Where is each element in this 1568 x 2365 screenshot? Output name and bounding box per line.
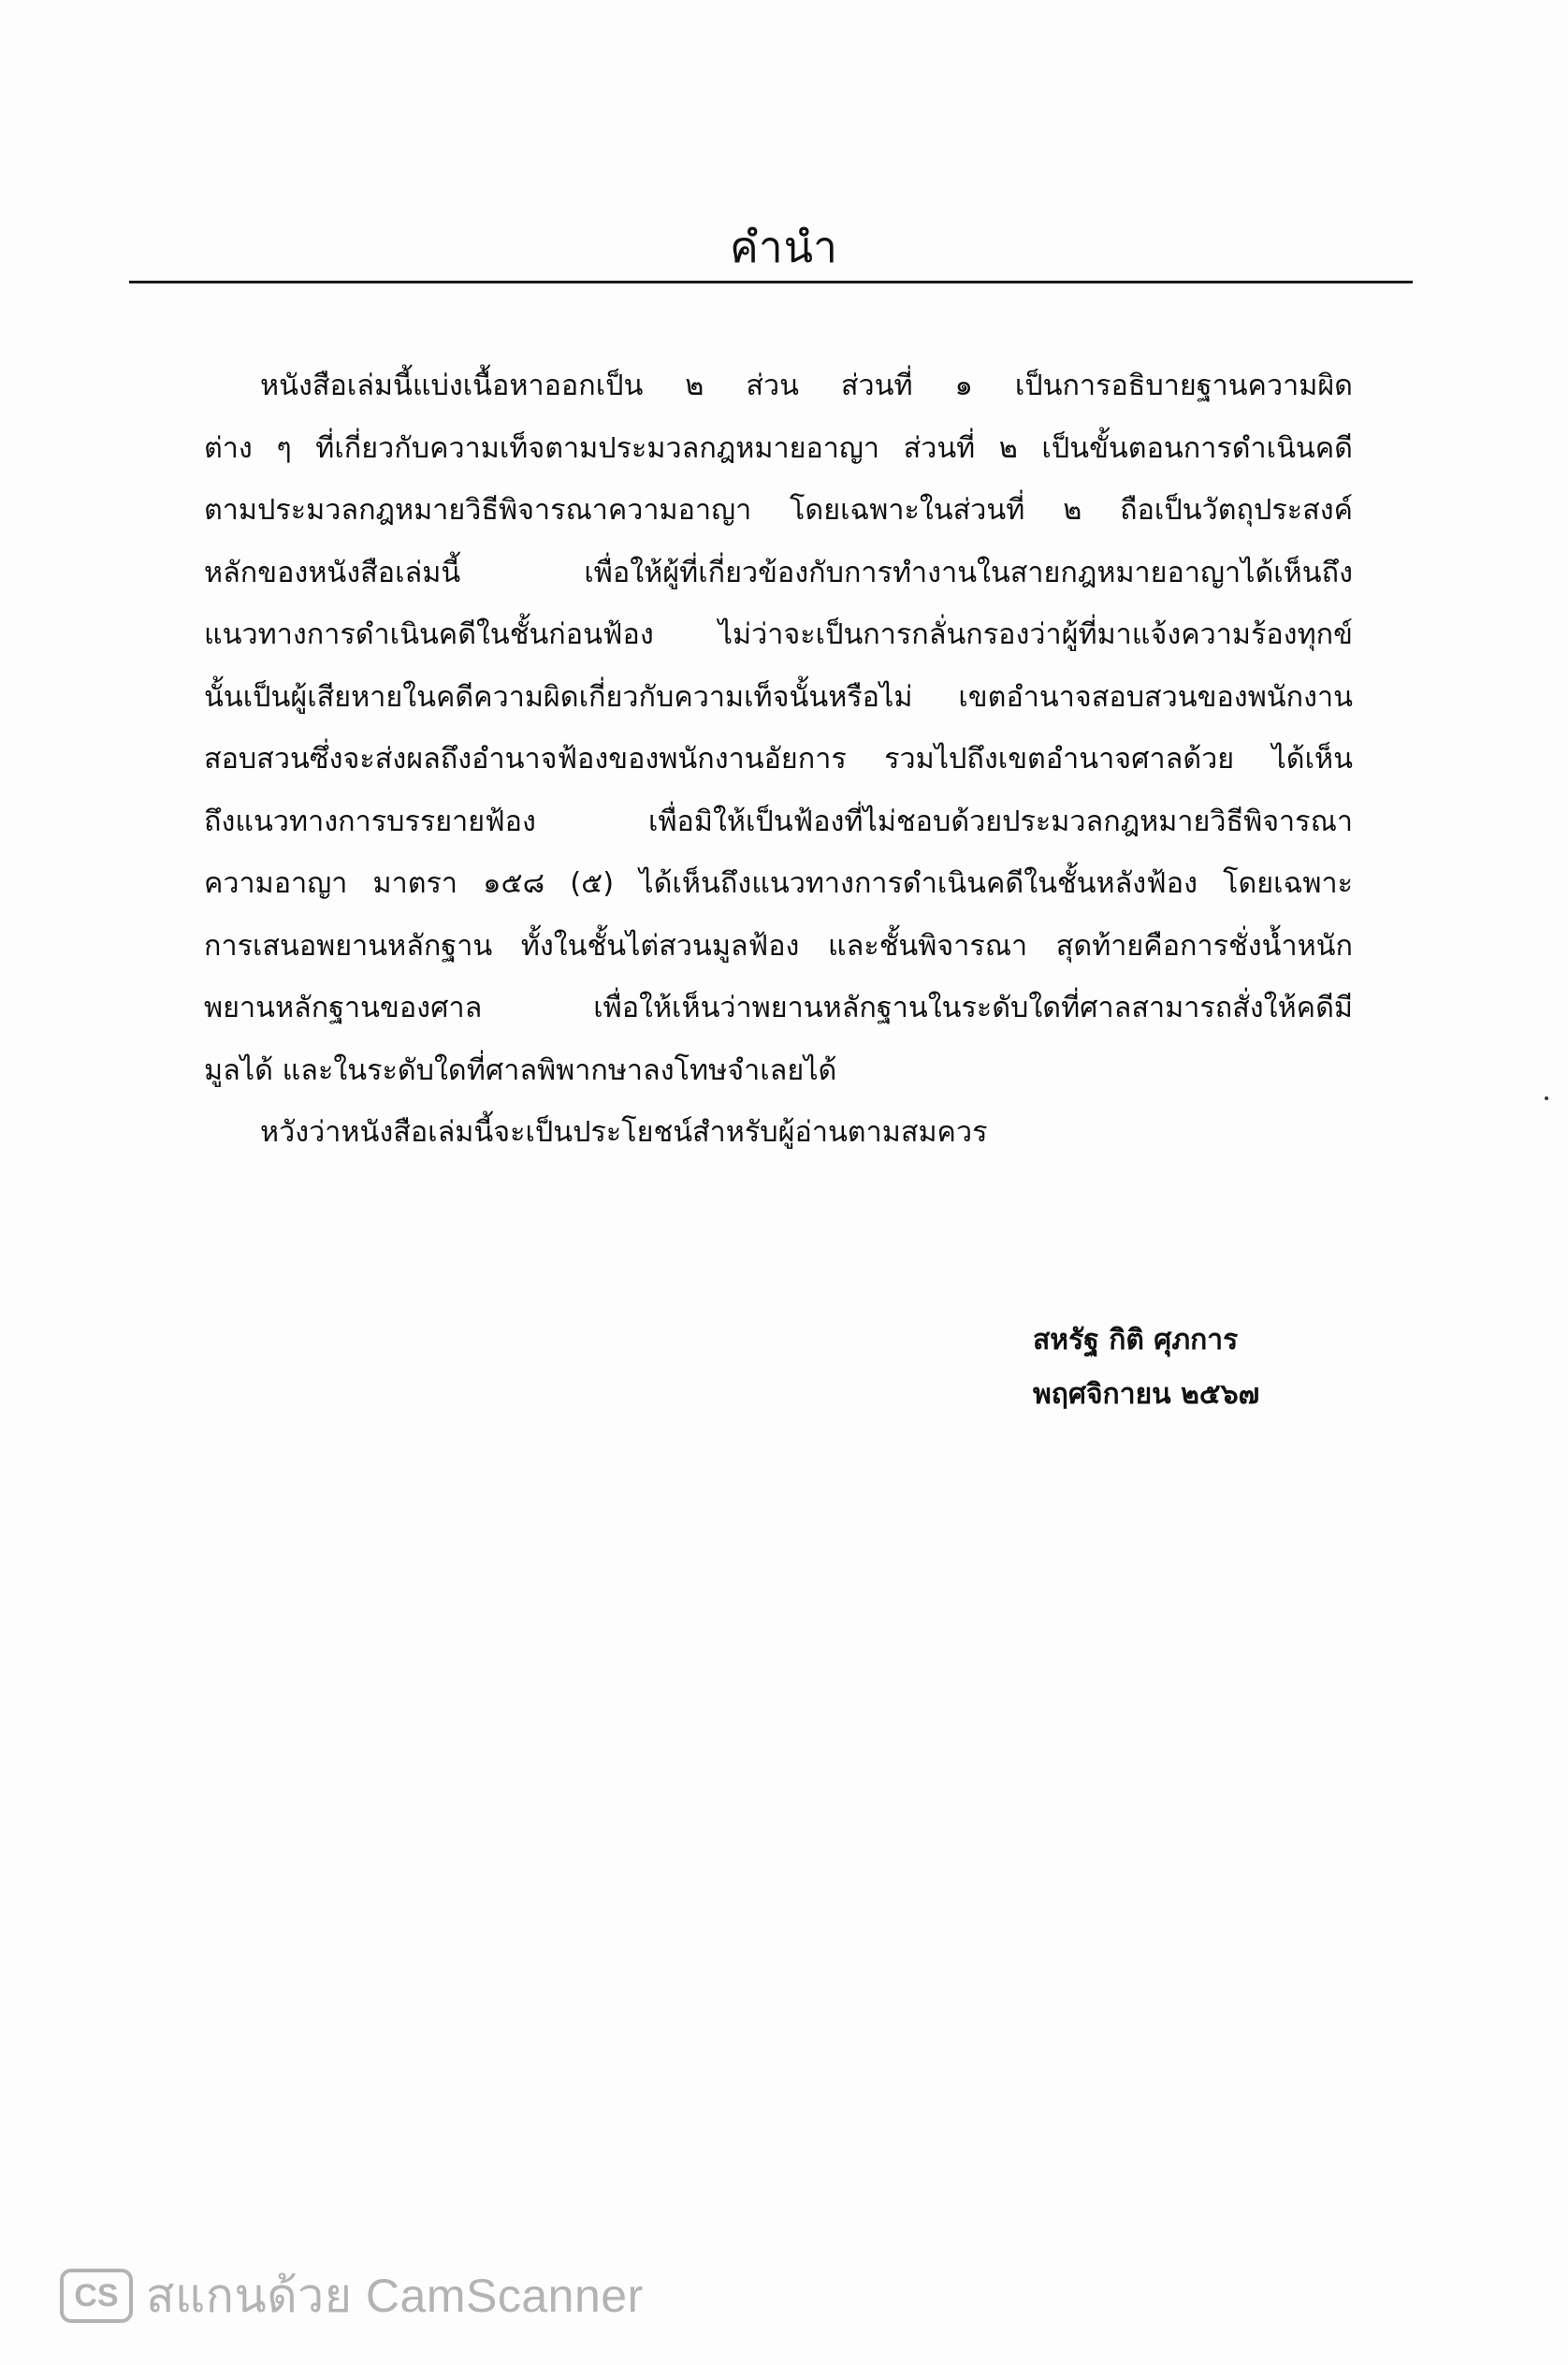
text-line: มูลได้ และในระดับใดที่ศาลพิพากษาลงโทษจำเลยได้ — [204, 1053, 837, 1087]
text-line: ถึงแนวทางการบรรยายฟ้อง เพื่อมิให้เป็นฟ้องที่ไม่ชอบด้วยประมวลกฎหมายวิธีพิจารณา — [204, 805, 1353, 838]
camscanner-watermark — [60, 2258, 644, 2333]
paragraph-1 — [204, 355, 1353, 1102]
text-line: หลักของหนังสือเล่มนี้ เพื่อให้ผู้ที่เกี่ยวข้องกับการทำงานในสายกฎหมายอาญาได้เห็นถึง — [204, 556, 1353, 589]
text-line: ต่าง ๆ ที่เกี่ยวกับความเท็จตามประมวลกฎหมายอาญา ส่วนที่ ๒ เป็นขั้นตอนการดำเนินคดี — [204, 431, 1353, 465]
camscanner-logo-icon: CS — [60, 2269, 133, 2323]
text-line: ตามประมวลกฎหมายวิธีพิจารณาความอาญา โดยเฉพาะในส่วนที่ ๒ ถือเป็นวัตถุประสงค์ — [204, 494, 1353, 527]
paragraph-2 — [204, 1102, 1353, 1165]
text-line: หวังว่าหนังสือเล่มนี้จะเป็นประโยชน์สำหรับผู้อ่านตามสมควร — [260, 1116, 988, 1149]
author-name: สหรัฐ กิติ ศุภการ — [1033, 1324, 1239, 1357]
text-line: การเสนอพยานหลักฐาน ทั้งในชั้นไต่สวนมูลฟ้อง และชั้นพิจารณา สุดท้ายคือการชั่งน้ำหนัก — [204, 929, 1353, 963]
title-underline — [129, 281, 1413, 283]
text-line: สอบสวนซึ่งจะส่งผลถึงอำนาจฟ้องของพนักงานอัยการ รวมไปถึงเขตอำนาจศาลด้วย ได้เห็น — [204, 743, 1353, 776]
text-line: นั้นเป็นผู้เสียหายในคดีความผิดเกี่ยวกับความเท็จนั้นหรือไม่ เขตอำนาจสอบสวนของพนักงาน — [204, 680, 1353, 714]
preface-body — [204, 355, 1353, 1165]
watermark-text: สแกนด้วย CamScanner — [146, 2269, 644, 2322]
text-line: แนวทางการดำเนินคดีในชั้นก่อนฟ้อง ไม่ว่าจะเป็นการกลั่นกรองว่าผู้ที่มาแจ้งความร้องทุกข์ — [204, 618, 1353, 651]
text-line: พยานหลักฐานของศาล เพื่อให้เห็นว่าพยานหลักฐานในระดับใดที่ศาลสามารถสั่งให้คดีมี — [204, 992, 1353, 1024]
signature-block — [1033, 1313, 1407, 1422]
scan-speck — [1545, 1096, 1548, 1100]
signature-date: พฤศจิกายน ๒๕๖๗ — [1033, 1378, 1260, 1411]
text-line: ความอาญา มาตรา ๑๕๘ (๕) ได้เห็นถึงแนวทางการดำเนินคดีในชั้นหลังฟ้อง โดยเฉพาะ — [204, 867, 1353, 900]
page-title: คำนำ — [730, 222, 838, 272]
text-line: หนังสือเล่มนี้แบ่งเนื้อหาออกเป็น ๒ ส่วน ส่วนที่ ๑ เป็นการอธิบายฐานความผิด — [260, 370, 1353, 402]
